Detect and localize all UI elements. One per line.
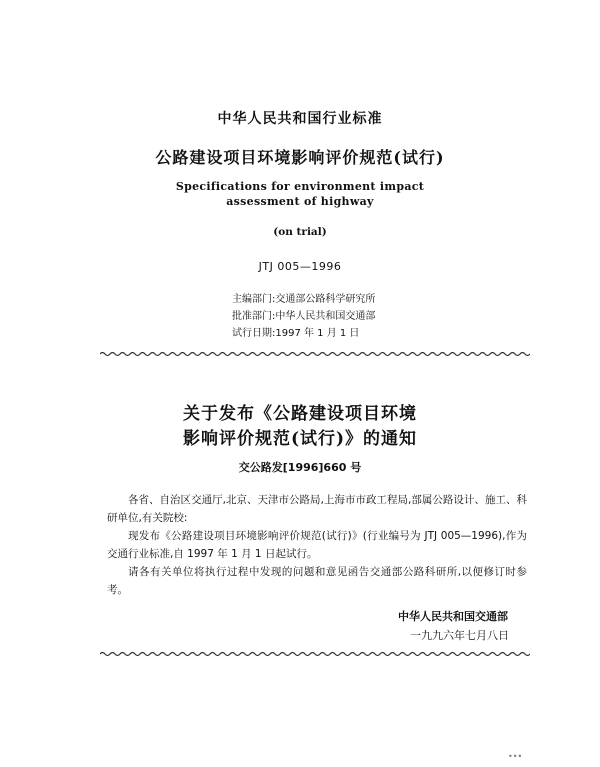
- standard-title-en-line2: assessment of highway: [226, 195, 374, 208]
- standard-title-cn: 公路建设项目环境影响评价规范(试行): [155, 148, 445, 167]
- approver-department: 批准部门:中华人民共和国交通部: [232, 311, 376, 322]
- standard-trial-note: (on trial): [273, 226, 327, 238]
- standard-title-en-line1: Specifications for environment impact: [175, 180, 425, 193]
- notice-paragraph-release: 现发布《公路建设项目环境影响评价规范(试行)》(行业编号为 JTJ 005—1996),作为交通行业标准,自 1997 年 1 月 1 日起试行。: [107, 530, 527, 560]
- editor-department: 主编部门:交通部公路科学研究所: [232, 294, 376, 305]
- page-corner-mark: •••: [508, 752, 523, 761]
- signature-organization: 中华人民共和国交通部: [398, 610, 508, 623]
- notice-document-number: 交公路发[1996]660 号: [238, 461, 362, 474]
- wavy-divider-top: [100, 350, 530, 358]
- signature-date: 一九九六年七月八日: [410, 629, 509, 642]
- notice-paragraph-feedback: 请各有关单位将执行过程中发现的问题和意见函告交通部公路科研所,以便修订时参考。: [107, 566, 527, 596]
- standard-header: 中华人民共和国行业标准: [217, 111, 383, 127]
- notice-title-line1: 关于发布《公路建设项目环境: [183, 404, 417, 424]
- notice-paragraph-addressees: 各省、自治区交通厅,北京、天津市公路局,上海市市政工程局,部属公路设计、施工、科研单位,有关院校:: [107, 494, 527, 524]
- notice-title-line2: 影响评价规范(试行)》的通知: [182, 429, 418, 449]
- standard-code: JTJ 005—1996: [258, 260, 342, 273]
- wavy-divider-bottom: [100, 650, 530, 658]
- trial-date: 试行日期:1997 年 1 月 1 日: [232, 328, 360, 339]
